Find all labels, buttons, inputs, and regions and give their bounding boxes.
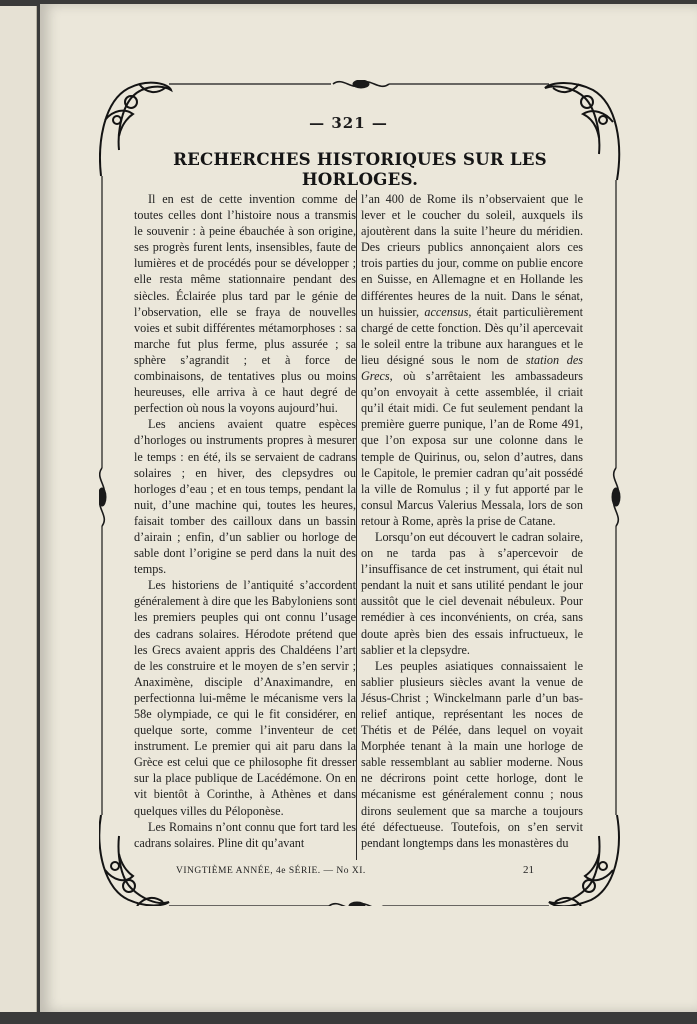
- italic-term: station des Grecs: [361, 352, 583, 384]
- footer-sheet-number: 21: [523, 864, 534, 876]
- page-number: — 321 —: [309, 114, 388, 132]
- left-text-column: [134, 191, 356, 863]
- paragraph: Les peuples asiatiques connaissaient le sablier plusieurs siècles avant la venue de Jésus-Christ ; Winckelmann parle d’un bas-relief antique, représentant les noces de Thétis et de Pélée, dans lequel on voyait Morphée tenant à la main une horloge de sable ressemblant au sablier moderne. Nous ne décrirons point cette horloge, dont le mécanisme est généralement connu ; nous dirons seulement que sa marche a toujours été défectueuse. Toutefois, on s’en servit pendant longtemps dans les monastères du: [361, 658, 583, 850]
- right-text-column: [361, 191, 583, 863]
- text-run: , était particulièrement chargé de cette fonction. Dès qu’il apercevait le soleil entre la tribune aux harangues et le lieu désigné sous le nom de: [361, 304, 583, 367]
- article-title: RECHERCHES HISTORIQUES SUR LES HORLOGES.: [173, 150, 547, 190]
- column-divider: [356, 190, 357, 860]
- paragraph: Les historiens de l’antiquité s’accordent généralement à dire que les Babyloniens sont les premiers peuples qui ont connu l’usage des cadrans solaires. Hérodote prétend que les Grecs avaient appris des Chaldéens l’art de les construire et le moyen de s’en servir ; Anaximène, disciple d’Anaximandre, en perfectionna lui-même le mécanisme vers la 58e olympiade, ce qui le fit considérer, en quelque sorte, comme l’inventeur de cet instrument. Le premier qui ait paru dans la Grèce est celui que ce philosophe fit dresser sur la place publique de Lacédémone. On en vit bientôt à Corinthe, à Athènes et dans quelques villes du Péloponèse.: [134, 578, 356, 818]
- paragraph: Les anciens avaient quatre espèces d’horloges ou instruments propres à mesurer le temps : en été, ils se servaient de cadrans solaires ; en hiver, des clepsydres ou horloges d’eau ; et en tous temps, pendant la nuit, d’une machine qui, toutes les heures, faisait tomber des cailloux dans un bassin d’airain ; enfin, d’un sablier ou horloge de sable dont l’origine se perd dans la nuit des temps.: [134, 417, 356, 577]
- paragraph: [361, 191, 583, 529]
- text-run: l’an 400 de Rome ils n’observaient que le lever et le coucher du soleil, auxquels ils ajoutèrent dans la suite l’heure du méridien. Des crieurs publics annonçaient alors ces trois parties du jour, comme on publie encore en Suisse, en Allemagne et en Hollande les différentes heures de la nuit. Dans le sénat, un huissier,: [361, 192, 583, 319]
- text-run: , où s’arrêtaient les ambassadeurs qu’on envoyait à cette assemblée, il criait qu’il était midi. Ce fut seulement pendant la première guerre punique, l’an de Rome 491, que l’on exposa sur une colonne dans le temple de Quirinus, ou, selon d’autres, dans le Capitole, le premier cadran qu’ait possédé la ville de Romulus ; il y fut apporté par le consul Marcus Valerius Messala, lors de son retour à Rome, après la prise de Catane.: [361, 369, 583, 528]
- previous-page-edge: [0, 6, 37, 1012]
- footer-signature: VINGTIÈME ANNÉE, 4e SÉRIE. — No XI.: [176, 866, 366, 876]
- paragraph: Il en est de cette invention comme de toutes celles dont l’histoire nous a transmis le souvenir : à peine ébauchée à son origine, ses progrès furent lents, insensibles, faute de lumières et de procédés pour se développer ; elle resta même stationnaire pendant des siècles. Éclairée plus tard par le génie de l’observation, elle se fraya de nouvelles voies et subit différentes métamorphoses : sa marche fut plus ferme, plus assurée ; sa sphère s’agrandit ; et à force de combinaisons, de tentatives plus ou moins heureuses, elle arriva à ce haut degré de perfection où nous la voyons aujourd’hui.: [134, 192, 356, 416]
- italic-term: accensus: [424, 304, 469, 319]
- paragraph: Lorsqu’on eut découvert le cadran solaire, on ne tarda pas à s’apercevoir de l’insuffisance de cet instrument, qui était nul pendant la nuit et sans utilité pendant le jour aussitôt que le ciel devenait nébuleux. Pour remédier à ces inconvénients, on créa, sans doute après bien des essais infructueux, le sablier et la clepsydre.: [361, 529, 583, 657]
- paragraph: Les Romains n’ont connu que fort tard les cadrans solaires. Pline dit qu’avant: [134, 819, 356, 850]
